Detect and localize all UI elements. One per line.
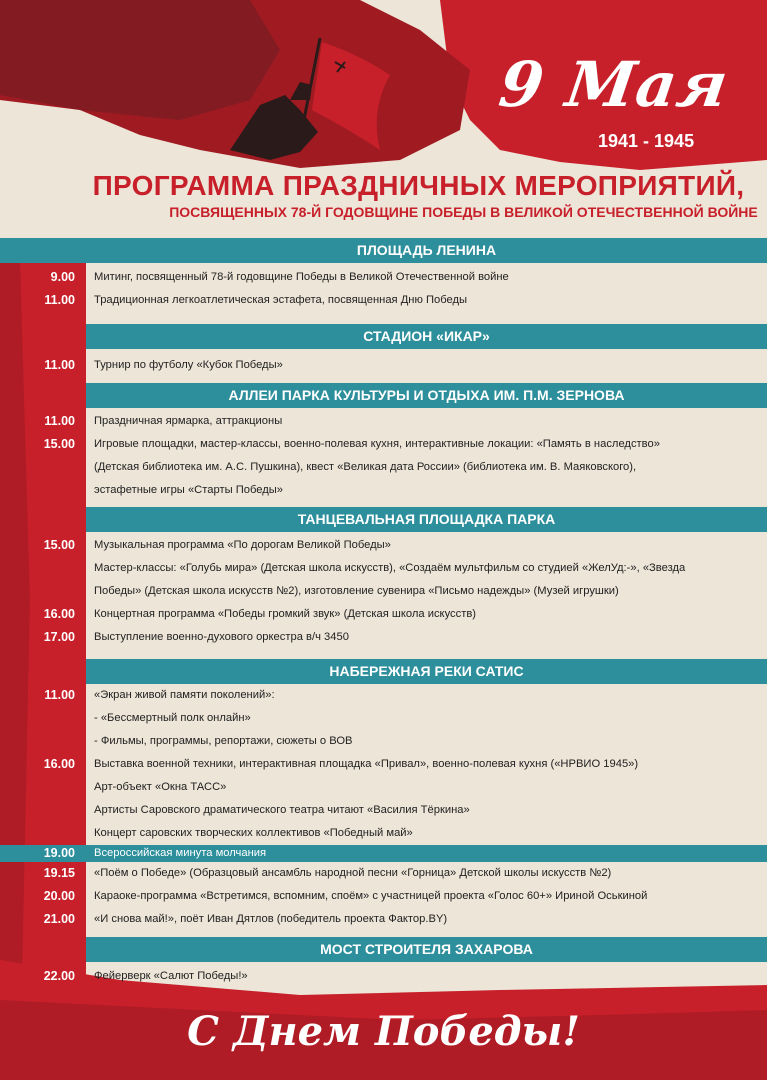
event-time: 19.15	[43, 866, 75, 880]
schedule-row	[0, 730, 767, 753]
schedule-row	[0, 862, 767, 885]
section-bar-strip	[0, 238, 86, 263]
event-description: Фейерверк «Салют Победы!»	[94, 970, 248, 982]
event-time: 11.00	[44, 688, 75, 702]
schedule-row	[0, 534, 767, 557]
event-time: 11.00	[44, 414, 75, 428]
event-description: Игровые площадки, мастер-классы, военно-полевая кухня, интерактивные локации: «Память в наследство»	[94, 438, 660, 450]
section-heading-dance-floor: ТАНЦЕВАЛЬНАЯ ПЛОЩАДКА ПАРКА	[86, 507, 767, 532]
schedule-row	[0, 684, 767, 707]
event-description: Концерт саровских творческих коллективов «Победный май»	[94, 827, 413, 839]
event-description: Традиционная легкоатлетическая эстафета, посвященная Дню Победы	[94, 294, 468, 306]
event-description: Всероссийская минута молчания	[94, 847, 267, 859]
footer-greeting: С Днем Победы!	[187, 1008, 580, 1055]
schedule-row	[0, 822, 767, 845]
schedule-row	[0, 354, 767, 377]
date-heading: 9 Мая	[494, 48, 734, 121]
event-time: 21.00	[43, 912, 75, 926]
schedule-row	[0, 707, 767, 730]
schedule-row	[0, 753, 767, 776]
event-time: 15.00	[43, 437, 75, 451]
event-description: Турнир по футболу «Кубок Победы»	[94, 359, 283, 371]
schedule-row	[0, 885, 767, 908]
section-rows-park-alleys	[0, 410, 767, 502]
section-rows-stadium	[0, 354, 767, 377]
event-description: Артисты Саровского драматического театра читают «Василия Тёркина»	[94, 804, 470, 816]
schedule-row	[0, 626, 767, 649]
schedule-row	[0, 580, 767, 603]
event-description: Праздничная ярмарка, аттракционы	[94, 415, 283, 427]
event-time: 11.00	[44, 293, 75, 307]
event-description: - Фильмы, программы, репортажи, сюжеты о ВОВ	[94, 735, 353, 747]
event-description: «Поём о Победе» (Образцовый ансамбль народной песни «Горница» Детской школы искусств №2)	[94, 867, 612, 879]
section-rows-bridge	[0, 965, 767, 988]
schedule-row	[0, 965, 767, 988]
event-description: «Экран живой памяти поколений»:	[94, 689, 275, 701]
schedule-row	[0, 908, 767, 931]
schedule-row	[0, 776, 767, 799]
event-time: 22.00	[43, 969, 75, 983]
page-title: ПРОГРАММА ПРАЗДНИЧНЫХ МЕРОПРИЯТИЙ,	[92, 170, 745, 201]
event-time: 20.00	[43, 889, 75, 903]
event-description: Арт-объект «Окна ТАСС»	[94, 781, 227, 793]
event-description: (Детская библиотека им. А.С. Пушкина), квест «Великая дата России» (библиотека им. В. Маяковского),	[94, 461, 637, 473]
schedule-row	[0, 479, 767, 502]
section-rows-evening	[0, 862, 767, 931]
schedule-row	[0, 603, 767, 626]
event-description: Победы» (Детская школа искусств №2), изготовление сувенира «Письмо надежды» (Музей игрушки)	[94, 585, 619, 597]
section-rows-dance-floor	[0, 534, 767, 649]
event-description: Концертная программа «Победы громкий звук» (Детская школа искусств)	[94, 608, 477, 620]
highlight-row-minute-of-silence	[0, 845, 767, 862]
event-time: 9.00	[50, 270, 75, 284]
section-rows-lenin-square	[0, 266, 767, 312]
event-description: Мастер-классы: «Голубь мира» (Детская школа искусств), «Создаём мультфильм со студией «ЖелУд:-», «Звезда	[94, 562, 686, 574]
event-description: Выставка военной техники, интерактивная площадка «Привал», военно-полевая кухня («НРВИО 1945»)	[94, 758, 639, 770]
event-time: 16.00	[43, 757, 75, 771]
event-time: 15.00	[43, 538, 75, 552]
event-time: 11.00	[44, 358, 75, 372]
event-description: эстафетные игры «Старты Победы»	[94, 484, 284, 496]
section-heading-lenin-square: ПЛОЩАДЬ ЛЕНИНА	[86, 238, 767, 263]
section-rows-embankment	[0, 684, 767, 845]
event-time: 17.00	[43, 630, 75, 644]
event-description: Музыкальная программа «По дорогам Великой Победы»	[94, 539, 391, 551]
schedule-row	[0, 557, 767, 580]
schedule-row	[0, 433, 767, 456]
years-label: 1941 - 1945	[598, 131, 695, 151]
schedule-row	[0, 289, 767, 312]
section-heading-embankment: НАБЕРЕЖНАЯ РЕКИ САТИС	[86, 659, 767, 684]
event-description: «И снова май!», поёт Иван Дятлов (победитель проекта Фактор.BY)	[94, 913, 448, 925]
schedule-row	[0, 266, 767, 289]
schedule-row	[0, 456, 767, 479]
section-heading-bridge: МОСТ СТРОИТЕЛЯ ЗАХАРОВА	[86, 937, 767, 962]
event-description: Выступление военно-духового оркестра в/ч 3450	[94, 631, 349, 643]
event-time: 19.00	[43, 846, 75, 860]
event-time: 16.00	[43, 607, 75, 621]
event-description: Караоке-программа «Встретимся, вспомним, споём» с участницей проекта «Голос 60+» Ириной Оськиной	[94, 890, 648, 902]
section-heading-stadium: СТАДИОН «ИКАР»	[86, 324, 767, 349]
event-description: - «Бессмертный полк онлайн»	[94, 712, 251, 724]
section-heading-park-alleys: АЛЛЕИ ПАРКА КУЛЬТУРЫ И ОТДЫХА ИМ. П.М. ЗЕРНОВА	[86, 383, 767, 408]
event-description: Митинг, посвященный 78-й годовщине Победы в Великой Отечественной войне	[94, 271, 509, 283]
schedule-row	[0, 410, 767, 433]
schedule-row	[0, 799, 767, 822]
page-subtitle: ПОСВЯЩЕННЫХ 78-Й ГОДОВЩИНЕ ПОБЕДЫ В ВЕЛИКОЙ ОТЕЧЕСТВЕННОЙ ВОЙНЕ	[169, 204, 758, 220]
